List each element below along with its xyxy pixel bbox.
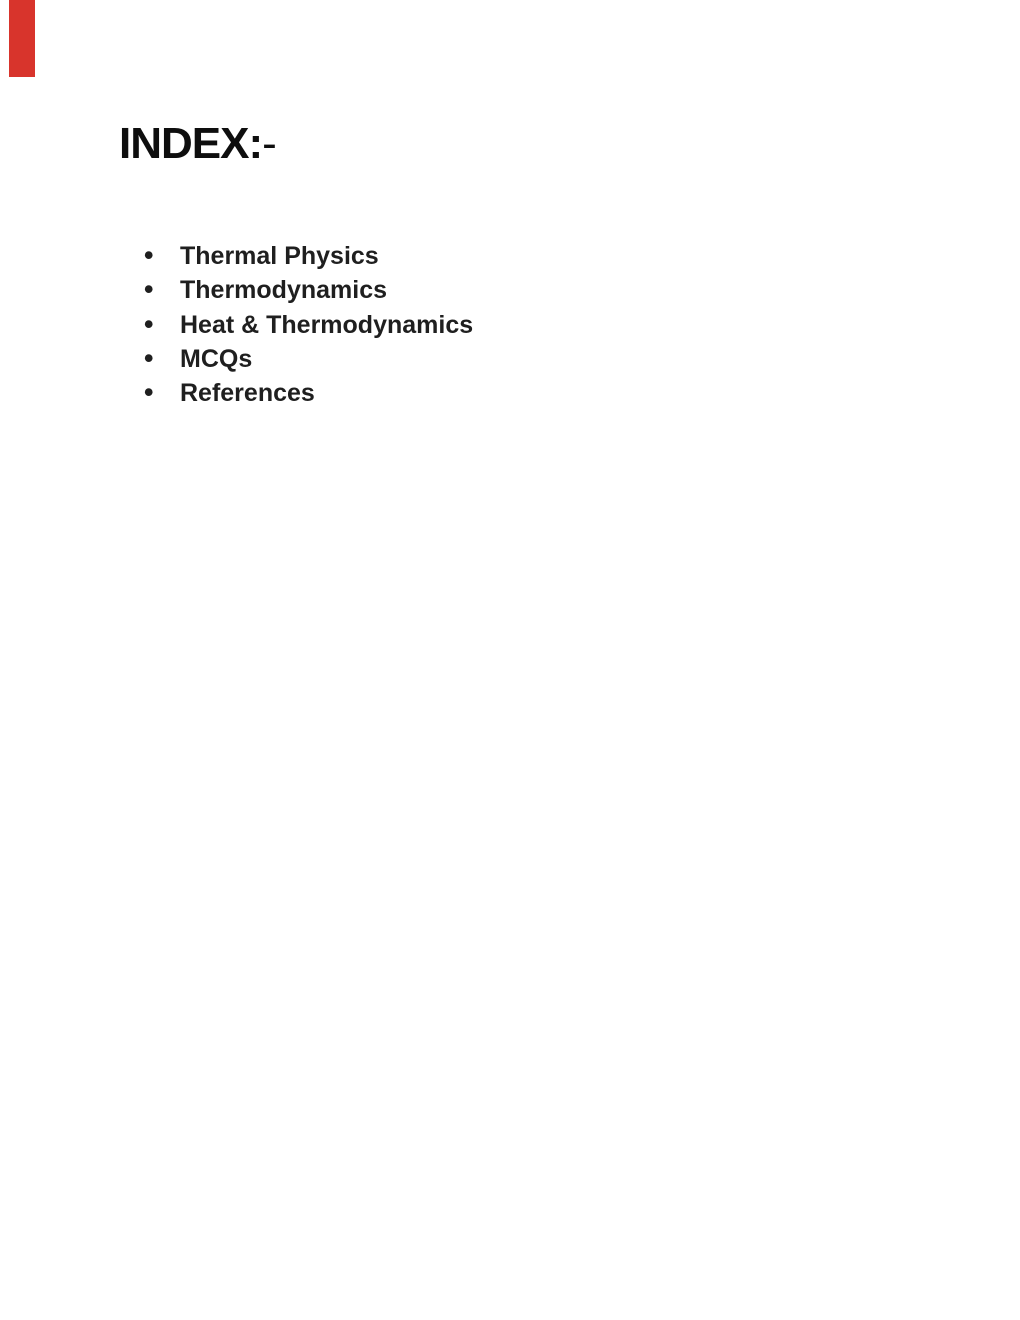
list-item-label: MCQs bbox=[180, 344, 253, 373]
bullet-icon: • bbox=[144, 377, 154, 408]
bullet-icon: • bbox=[144, 308, 154, 339]
page-title-dash: - bbox=[262, 119, 276, 168]
bullet-icon: • bbox=[144, 274, 154, 305]
list-item bbox=[144, 375, 473, 409]
red-bookmark-ribbon bbox=[9, 0, 35, 77]
list-item-label: Heat & Thermodynamics bbox=[180, 310, 474, 339]
list-item bbox=[144, 307, 473, 341]
list-item bbox=[144, 272, 473, 306]
page-title bbox=[119, 119, 276, 168]
index-list bbox=[144, 238, 473, 409]
list-item bbox=[144, 238, 473, 272]
bullet-icon: • bbox=[144, 342, 154, 373]
list-item bbox=[144, 341, 473, 375]
list-item-label: Thermal Physics bbox=[180, 242, 379, 270]
list-item-label: Thermodynamics bbox=[180, 276, 388, 305]
page-title-text: INDEX: bbox=[119, 119, 263, 168]
list-item-label: References bbox=[180, 379, 315, 408]
bullet-icon: • bbox=[144, 240, 154, 270]
